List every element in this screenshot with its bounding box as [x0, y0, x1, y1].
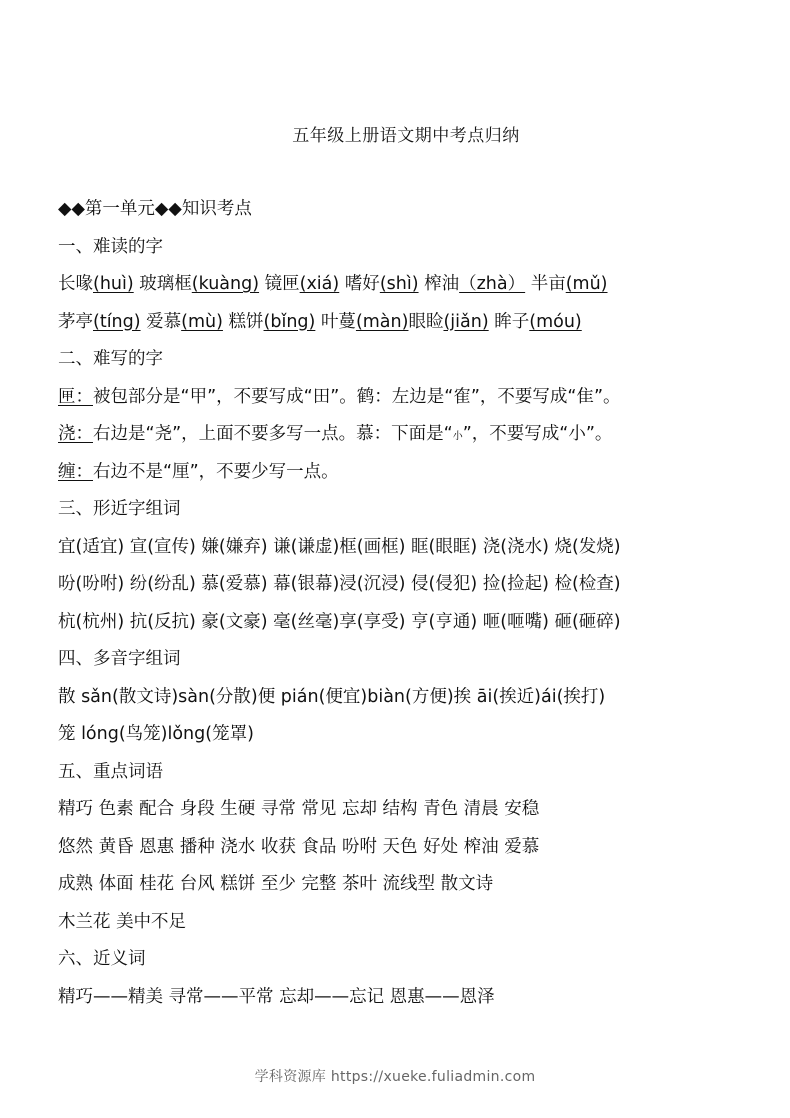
word: 糕饼 [228, 311, 264, 332]
pinyin: (mù) [181, 311, 223, 332]
footer-watermark: 学科资源库 https://xueke.fuliadmin.com [254, 1069, 536, 1085]
synonyms-line: 精巧——精美 寻常——平常 忘却——忘记 恩惠——恩泽 [58, 986, 495, 1007]
word: 爱慕 [146, 311, 182, 332]
word: 嗜好 [344, 274, 380, 294]
unit-heading: ◆◆第一单元◆◆知识考点 [58, 199, 252, 219]
pinyin: (huì) [93, 274, 134, 294]
document-body [58, 196, 778, 1021]
pinyin: （zhà） [459, 274, 526, 294]
pinyin: (mǔ) [565, 274, 608, 294]
word: 榨油 [424, 274, 460, 294]
section-heading-polyphones: 四、多音字组词 [58, 649, 181, 669]
hard-to-write-line-1 [58, 384, 778, 422]
section-heading-key-words: 五、重点词语 [58, 761, 163, 782]
note: ”，不要写成“小”。 [462, 424, 613, 444]
word: 半亩 [530, 274, 566, 294]
polyphone-line: 笼 lóng(鸟笼)lǒng(笼罩) [58, 724, 254, 744]
note: 被包部分是“甲”，不要写成“田”。鹤：左边是“隺”，不要写成“隹”。 [93, 386, 621, 407]
word: 叶蔓 [320, 311, 356, 332]
word: 茅亭 [58, 311, 93, 332]
similar-chars-line: 杭(杭州) 抗(反抗) 豪(文豪) 毫(丝毫)享(享受) 亨(亨通) 咂(咂嘴) 砸(砸碎) [58, 611, 621, 632]
key-words-line: 木兰花 美中不足 [58, 911, 187, 932]
note: 右边是“尧”，上面不要多写一点。慕：下面是“ [93, 424, 453, 444]
section-heading-hard-to-read: 一、难读的字 [58, 236, 163, 257]
target-char: 浇： [58, 424, 93, 444]
section-heading-hard-to-write: 二、难写的字 [58, 349, 163, 369]
polyphone-line: 散 sǎn(散文诗)sàn(分散)便 pián(便宜)biàn(方便)挨 āi(挨近)ái(挨打) [58, 686, 606, 707]
word: 长喙 [58, 274, 93, 294]
target-char: 匣： [58, 386, 93, 407]
word: 镜匣 [264, 274, 300, 294]
word: 眸子 [494, 311, 530, 332]
hard-to-write-line-2 [58, 421, 778, 459]
pinyin: (xiá) [299, 274, 340, 294]
pinyin: (bǐng) [263, 311, 316, 332]
hard-to-write-line-3 [58, 459, 778, 497]
word: 玻璃框 [139, 274, 192, 294]
hard-to-read-line-1 [58, 271, 778, 309]
pinyin: (kuàng) [191, 274, 260, 294]
hard-to-read-line-2 [58, 309, 778, 347]
small-glyph: 小 [452, 431, 463, 442]
pinyin: (màn) [355, 311, 409, 332]
key-words-line: 悠然 黄昏 恩惠 播种 浇水 收获 食品 吩咐 天色 好处 榨油 爱慕 [58, 836, 540, 857]
key-words-line: 精巧 色素 配合 身段 生硬 寻常 常见 忘却 结构 青色 清晨 安稳 [58, 799, 540, 819]
pinyin: (móu) [529, 311, 582, 332]
page-title: 五年级上册语文期中考点归纳 [292, 126, 520, 146]
pinyin: (jiǎn) [443, 311, 489, 332]
section-heading-synonyms: 六、近义词 [58, 949, 146, 969]
word: 眼睑 [408, 311, 444, 332]
target-char: 缠： [58, 461, 93, 482]
similar-chars-line: 吩(吩咐) 纷(纷乱) 慕(爱慕) 幕(银幕)浸(沉浸) 侵(侵犯) 捡(捡起) 检(检查) [58, 574, 621, 594]
pinyin: (tíng) [93, 311, 141, 332]
similar-chars-line: 宜(适宜) 宣(宣传) 嫌(嫌弃) 谦(谦虚)框(画框) 眶(眼眶) 浇(浇水) 烧(发烧) [58, 536, 621, 557]
key-words-line: 成熟 体面 桂花 台风 糕饼 至少 完整 茶叶 流线型 散文诗 [58, 874, 494, 894]
note: 右边不是“厘”，不要少写一点。 [93, 461, 339, 482]
section-heading-similar-chars: 三、形近字组词 [58, 499, 181, 519]
pinyin: (shì) [379, 274, 419, 294]
